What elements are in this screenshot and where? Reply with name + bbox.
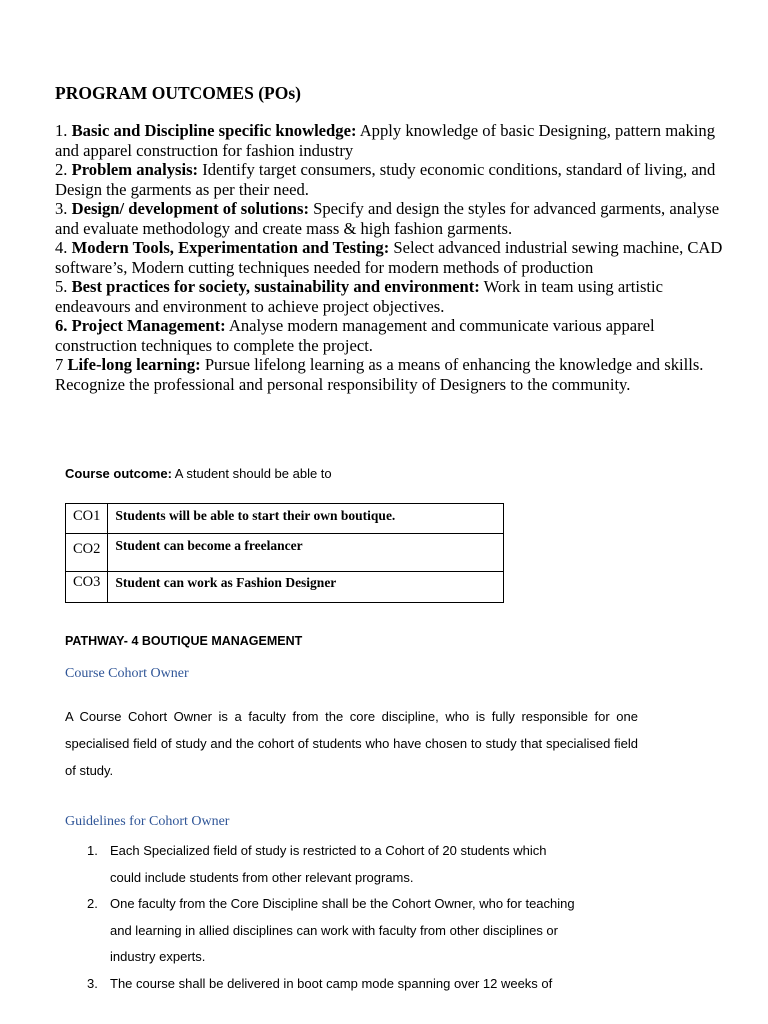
cohort-owner-heading: Course Cohort Owner xyxy=(65,666,189,681)
table-row xyxy=(66,534,504,572)
pathway-heading: PATHWAY- 4 BOUTIQUE MANAGEMENT xyxy=(65,634,303,648)
guidelines-heading: Guidelines for Cohort Owner xyxy=(65,814,230,829)
po-item-2: 2. Problem analysis: Identify target consumers, study economic conditions, standard of living, and Design the garments as per their need. xyxy=(55,160,716,199)
guidelines-list xyxy=(65,838,625,997)
po-item-title: Design/ development of solutions: xyxy=(71,199,309,218)
list-number: 2. xyxy=(87,896,98,911)
course-outcome-table xyxy=(65,503,504,603)
po-item-3: 3. Design/ development of solutions: Specify and design the styles for advanced garments, analyse and evaluate methodology and create mass & high fashion garments. xyxy=(55,199,720,238)
guideline-line: Each Specialized field of study is restricted to a Cohort of 20 students which xyxy=(110,843,547,858)
guideline-line: The course shall be delivered in boot camp mode spanning over 12 weeks of xyxy=(110,975,553,991)
list-number: 3. xyxy=(87,975,98,991)
table-row xyxy=(66,504,504,534)
guideline-line: could include students from other relevant programs. xyxy=(110,869,414,885)
co-description: Student can become a freelancer xyxy=(108,534,504,572)
program-outcomes-list xyxy=(55,121,725,394)
po-item-title: Modern Tools, Experimentation and Testing: xyxy=(71,238,390,257)
po-item-title: Problem analysis: xyxy=(71,160,199,179)
po-item-7: 7 Life-long learning: Pursue lifelong learning as a means of enhancing the knowledge and skills. Recognize the professional and personal responsibility of Designers to the community. xyxy=(55,355,704,394)
list-item xyxy=(65,891,625,971)
po-item-6: 6. Project Management: Analyse modern management and communicate various apparel construction techniques to complete the project. xyxy=(55,316,655,355)
po-item-title: Life-long learning: xyxy=(67,355,201,374)
course-outcome-intro: Course outcome: A student should be able to xyxy=(65,466,332,481)
list-number: 1. xyxy=(87,843,98,858)
program-outcomes-heading: PROGRAM OUTCOMES (POs) xyxy=(55,83,301,103)
co-code: CO2 xyxy=(66,534,108,572)
cohort-owner-paragraph: A Course Cohort Owner is a faculty from the core discipline, who is fully responsible for one specialised field of study and the cohort of students who have chosen to study that specialised field of study. xyxy=(65,709,638,778)
co-code: CO1 xyxy=(66,504,108,534)
guideline-line: and learning in allied disciplines can work with faculty from other disciplines or xyxy=(110,922,558,938)
list-item xyxy=(65,971,625,998)
po-item-title: 6. Project Management: xyxy=(55,316,226,335)
po-item-title: Best practices for society, sustainability and environment: xyxy=(71,277,480,296)
po-item-title: Basic and Discipline specific knowledge: xyxy=(71,121,357,140)
guideline-line: One faculty from the Core Discipline shall be the Cohort Owner, who for teaching xyxy=(110,896,575,911)
guideline-line: industry experts. xyxy=(110,949,206,964)
po-item-1: 1. Basic and Discipline specific knowledge: Apply knowledge of basic Designing, pattern making and apparel construction for fashion industry xyxy=(55,121,716,160)
co-description: Students will be able to start their own boutique. xyxy=(108,504,504,534)
course-outcome-label: Course outcome: xyxy=(65,466,172,481)
po-item-5: 5. Best practices for society, sustainability and environment: Work in team using artistic endeavours and environment to achieve project objectives. xyxy=(55,277,663,316)
co-code: CO3 xyxy=(66,572,108,603)
po-item-4: 4. Modern Tools, Experimentation and Testing: Select advanced industrial sewing machine, CAD software’s, Modern cutting techniques needed for modern methods of production xyxy=(55,238,723,277)
co-description: Student can work as Fashion Designer xyxy=(108,572,504,603)
table-row xyxy=(66,572,504,603)
list-item xyxy=(65,838,625,891)
